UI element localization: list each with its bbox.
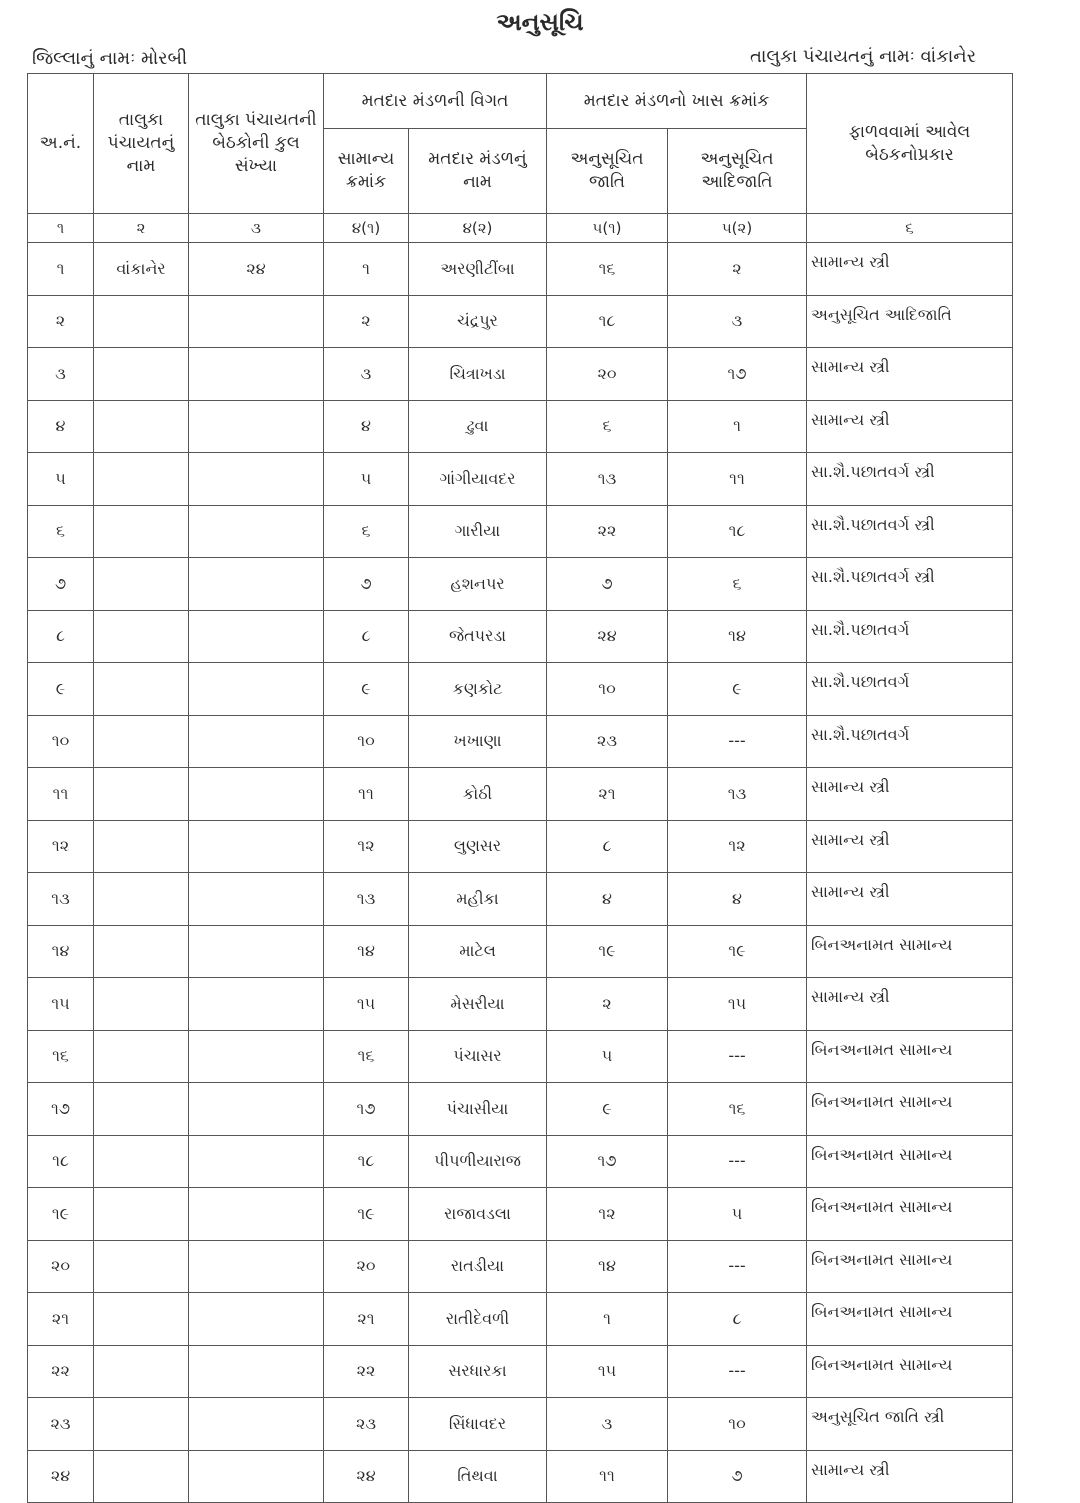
cell-sc-no: ૯	[547, 1083, 668, 1136]
table-row	[28, 1345, 1013, 1398]
index-cell: ૧	[28, 214, 94, 243]
cell-seat-type: સા.શૈ.પછાતવર્ગ સ્ત્રી	[807, 453, 1013, 506]
cell-general-no: ૧૨	[324, 820, 409, 873]
cell-taluka-name	[94, 1293, 189, 1346]
table-row	[28, 348, 1013, 401]
cell-sr: ૧૯	[28, 1188, 94, 1241]
index-cell: ૪(૨)	[409, 214, 547, 243]
cell-taluka-name	[94, 610, 189, 663]
index-cell: ૬	[807, 214, 1013, 243]
cell-sc-no: ૧૬	[547, 243, 668, 296]
cell-taluka-name	[94, 295, 189, 348]
cell-sc-no: ૧૫	[547, 1345, 668, 1398]
cell-seat-type: બિનઅનામત સામાન્ય	[807, 925, 1013, 978]
cell-st-no: ---	[668, 1030, 807, 1083]
cell-sc-no: ૧૮	[547, 295, 668, 348]
cell-sc-no: ૩	[547, 1398, 668, 1451]
table-row	[28, 243, 1013, 296]
cell-st-no: ૧૭	[668, 348, 807, 401]
table-row	[28, 715, 1013, 768]
table-row	[28, 1293, 1013, 1346]
cell-seat-type: સામાન્ય સ્ત્રી	[807, 768, 1013, 821]
cell-taluka-name	[94, 400, 189, 453]
cell-sr: ૬	[28, 505, 94, 558]
cell-sc-no: ૮	[547, 820, 668, 873]
cell-st-no: ૯	[668, 663, 807, 716]
table-row	[28, 1240, 1013, 1293]
cell-total-seats	[189, 610, 324, 663]
cell-constituency-name: લુણસર	[409, 820, 547, 873]
cell-general-no: ૨૧	[324, 1293, 409, 1346]
cell-general-no: ૯	[324, 663, 409, 716]
cell-constituency-name: મેસરીયા	[409, 978, 547, 1031]
cell-sr: ૧	[28, 243, 94, 296]
cell-total-seats	[189, 1293, 324, 1346]
cell-seat-type: સામાન્ય સ્ત્રી	[807, 820, 1013, 873]
cell-general-no: ૮	[324, 610, 409, 663]
cell-sr: ૪	[28, 400, 94, 453]
cell-seat-type: સામાન્ય સ્ત્રી	[807, 400, 1013, 453]
cell-constituency-name: માટેલ	[409, 925, 547, 978]
cell-sc-no: ૨૦	[547, 348, 668, 401]
cell-constituency-name: ખખાણા	[409, 715, 547, 768]
cell-sc-no: ૧૩	[547, 453, 668, 506]
cell-st-no: ૮	[668, 1293, 807, 1346]
table-row	[28, 1398, 1013, 1451]
cell-taluka-name	[94, 505, 189, 558]
cell-constituency-name: પીપળીયારાજ	[409, 1135, 547, 1188]
cell-total-seats	[189, 1450, 324, 1503]
cell-total-seats	[189, 663, 324, 716]
cell-seat-type: સામાન્ય સ્ત્રી	[807, 243, 1013, 296]
cell-seat-type: સામાન્ય સ્ત્રી	[807, 873, 1013, 926]
cell-seat-type: સા.શૈ.પછાતવર્ગ	[807, 715, 1013, 768]
index-cell: ૫(૧)	[547, 214, 668, 243]
cell-taluka-name	[94, 1188, 189, 1241]
cell-seat-type: બિનઅનામત સામાન્ય	[807, 1083, 1013, 1136]
cell-sc-no: ૧૪	[547, 1240, 668, 1293]
cell-total-seats	[189, 873, 324, 926]
cell-total-seats	[189, 978, 324, 1031]
cell-seat-type: બિનઅનામત સામાન્ય	[807, 1293, 1013, 1346]
cell-constituency-name: તિથવા	[409, 1450, 547, 1503]
cell-taluka-name	[94, 925, 189, 978]
cell-seat-type: અનુસૂચિત આદિજાતિ	[807, 295, 1013, 348]
cell-seat-type: સા.શૈ.પછાતવર્ગ	[807, 663, 1013, 716]
table-row	[28, 505, 1013, 558]
cell-constituency-name: ચંદ્રપુર	[409, 295, 547, 348]
table-row	[28, 978, 1013, 1031]
cell-st-no: ૪	[668, 873, 807, 926]
cell-sr: ૨૪	[28, 1450, 94, 1503]
cell-general-no: ૧૭	[324, 1083, 409, 1136]
header-special-group: મતદાર મંડળનો ખાસ ક્રમાંક	[547, 74, 807, 129]
cell-st-no: ૧૧	[668, 453, 807, 506]
cell-seat-type: સા.શૈ.પછાતવર્ગ	[807, 610, 1013, 663]
cell-general-no: ૧૬	[324, 1030, 409, 1083]
cell-constituency-name: જેતપરડા	[409, 610, 547, 663]
cell-general-no: ૧	[324, 243, 409, 296]
cell-sc-no: ૧	[547, 1293, 668, 1346]
cell-taluka-name	[94, 558, 189, 611]
document-title: અનુસૂચિ	[496, 8, 584, 36]
cell-constituency-name: કોઠી	[409, 768, 547, 821]
table-row	[28, 1083, 1013, 1136]
cell-st-no: ---	[668, 1240, 807, 1293]
cell-constituency-name: ગારીયા	[409, 505, 547, 558]
cell-total-seats	[189, 1398, 324, 1451]
cell-sc-no: ૧૯	[547, 925, 668, 978]
header-general-no: સામાન્ય ક્રમાંક	[324, 129, 409, 214]
cell-taluka-name	[94, 1240, 189, 1293]
cell-taluka-name	[94, 663, 189, 716]
cell-total-seats	[189, 768, 324, 821]
cell-constituency-name: ચિત્રાખડા	[409, 348, 547, 401]
table-row	[28, 400, 1013, 453]
cell-seat-type: બિનઅનામત સામાન્ય	[807, 1240, 1013, 1293]
cell-sc-no: ૪	[547, 873, 668, 926]
cell-sr: ૨૨	[28, 1345, 94, 1398]
cell-sc-no: ૨૩	[547, 715, 668, 768]
cell-taluka-name	[94, 1450, 189, 1503]
index-cell: ૪(૧)	[324, 214, 409, 243]
cell-sc-no: ૭	[547, 558, 668, 611]
cell-sr: ૧૪	[28, 925, 94, 978]
cell-st-no: ૧૦	[668, 1398, 807, 1451]
cell-constituency-name: પંચાસર	[409, 1030, 547, 1083]
cell-total-seats	[189, 715, 324, 768]
cell-total-seats	[189, 453, 324, 506]
cell-seat-type: સામાન્ય સ્ત્રી	[807, 1450, 1013, 1503]
header-taluka-name: તાલુકા પંચાયતનું નામ	[94, 74, 189, 214]
cell-taluka-name	[94, 348, 189, 401]
cell-sc-no: ૨	[547, 978, 668, 1031]
cell-total-seats: ૨૪	[189, 243, 324, 296]
cell-general-no: ૧૦	[324, 715, 409, 768]
cell-st-no: ૧૪	[668, 610, 807, 663]
cell-sr: ૨૩	[28, 1398, 94, 1451]
cell-st-no: ૫	[668, 1188, 807, 1241]
cell-seat-type: સામાન્ય સ્ત્રી	[807, 348, 1013, 401]
cell-general-no: ૨૦	[324, 1240, 409, 1293]
cell-constituency-name: ગાંગીયાવદર	[409, 453, 547, 506]
cell-general-no: ૨૪	[324, 1450, 409, 1503]
cell-total-seats	[189, 558, 324, 611]
header-total-seats: તાલુકા પંચાયતની બેઠકોની કુલ સંખ્યા	[189, 74, 324, 214]
table-row	[28, 295, 1013, 348]
cell-constituency-name: મહીકા	[409, 873, 547, 926]
cell-sc-no: ૫	[547, 1030, 668, 1083]
table-row	[28, 873, 1013, 926]
cell-st-no: ૨	[668, 243, 807, 296]
cell-sr: ૨૦	[28, 1240, 94, 1293]
cell-total-seats	[189, 1030, 324, 1083]
table-row	[28, 1450, 1013, 1503]
cell-taluka-name	[94, 1398, 189, 1451]
cell-taluka-name: વાંકાનેર	[94, 243, 189, 296]
cell-general-no: ૧૪	[324, 925, 409, 978]
cell-sc-no: ૬	[547, 400, 668, 453]
cell-constituency-name: રાજાવડલા	[409, 1188, 547, 1241]
header-constituency-name: મતદાર મંડળનું નામ	[409, 129, 547, 214]
cell-st-no: ૧૫	[668, 978, 807, 1031]
cell-general-no: ૨	[324, 295, 409, 348]
cell-total-seats	[189, 400, 324, 453]
cell-seat-type: બિનઅનામત સામાન્ય	[807, 1030, 1013, 1083]
cell-general-no: ૨૩	[324, 1398, 409, 1451]
cell-st-no: ---	[668, 1345, 807, 1398]
cell-constituency-name: રાતડીયા	[409, 1240, 547, 1293]
cell-sr: ૫	[28, 453, 94, 506]
cell-st-no: ૧૨	[668, 820, 807, 873]
cell-st-no: ---	[668, 715, 807, 768]
cell-seat-type: સા.શૈ.પછાતવર્ગ સ્ત્રી	[807, 558, 1013, 611]
cell-sr: ૧૮	[28, 1135, 94, 1188]
table-row	[28, 925, 1013, 978]
cell-general-no: ૧૯	[324, 1188, 409, 1241]
cell-total-seats	[189, 1135, 324, 1188]
index-cell: ૫(૨)	[668, 214, 807, 243]
cell-constituency-name: હશનપર	[409, 558, 547, 611]
cell-sr: ૧૭	[28, 1083, 94, 1136]
cell-sr: ૧૨	[28, 820, 94, 873]
cell-sc-no: ૨૪	[547, 610, 668, 663]
column-index-row	[28, 214, 1013, 243]
cell-general-no: ૩	[324, 348, 409, 401]
cell-st-no: ૧	[668, 400, 807, 453]
cell-sr: ૧૩	[28, 873, 94, 926]
cell-st-no: ૧૬	[668, 1083, 807, 1136]
cell-general-no: ૬	[324, 505, 409, 558]
cell-st-no: ૧૮	[668, 505, 807, 558]
cell-general-no: ૨૨	[324, 1345, 409, 1398]
cell-sr: ૨	[28, 295, 94, 348]
cell-seat-type: બિનઅનામત સામાન્ય	[807, 1188, 1013, 1241]
cell-sr: ૧૦	[28, 715, 94, 768]
cell-total-seats	[189, 925, 324, 978]
cell-sc-no: ૨૧	[547, 768, 668, 821]
cell-general-no: ૧૩	[324, 873, 409, 926]
table-row	[28, 1188, 1013, 1241]
cell-st-no: ૧૯	[668, 925, 807, 978]
cell-sr: ૩	[28, 348, 94, 401]
cell-seat-type: સામાન્ય સ્ત્રી	[807, 978, 1013, 1031]
cell-sc-no: ૧૭	[547, 1135, 668, 1188]
cell-sr: ૧૬	[28, 1030, 94, 1083]
cell-st-no: ૩	[668, 295, 807, 348]
cell-total-seats	[189, 348, 324, 401]
cell-st-no: ---	[668, 1135, 807, 1188]
cell-total-seats	[189, 1083, 324, 1136]
cell-seat-type: બિનઅનામત સામાન્ય	[807, 1345, 1013, 1398]
cell-constituency-name: સિંધાવદર	[409, 1398, 547, 1451]
header-sc: અનુસૂચિત જાતિ	[547, 129, 668, 214]
table-row	[28, 453, 1013, 506]
cell-seat-type: અનુસૂચિત જાતિ સ્ત્રી	[807, 1398, 1013, 1451]
cell-general-no: ૫	[324, 453, 409, 506]
cell-sc-no: ૨૨	[547, 505, 668, 558]
cell-taluka-name	[94, 453, 189, 506]
cell-taluka-name	[94, 978, 189, 1031]
cell-taluka-name	[94, 715, 189, 768]
cell-total-seats	[189, 505, 324, 558]
cell-sr: ૭	[28, 558, 94, 611]
cell-sc-no: ૧૨	[547, 1188, 668, 1241]
header-st: અનુસૂચિત આદિજાતિ	[668, 129, 807, 214]
cell-general-no: ૭	[324, 558, 409, 611]
cell-seat-type: બિનઅનામત સામાન્ય	[807, 1135, 1013, 1188]
index-cell: ૩	[189, 214, 324, 243]
cell-constituency-name: ઢુવા	[409, 400, 547, 453]
cell-taluka-name	[94, 768, 189, 821]
cell-constituency-name: સરધારકા	[409, 1345, 547, 1398]
cell-taluka-name	[94, 1135, 189, 1188]
index-cell: ૨	[94, 214, 189, 243]
cell-general-no: ૧૧	[324, 768, 409, 821]
cell-total-seats	[189, 1188, 324, 1241]
header-seat-type: ફાળવવામાં આવેલ બેઠકનોપ્રકાર	[807, 74, 1013, 214]
cell-general-no: ૧૫	[324, 978, 409, 1031]
table-row	[28, 610, 1013, 663]
cell-constituency-name: પંચાસીયા	[409, 1083, 547, 1136]
cell-general-no: ૪	[324, 400, 409, 453]
cell-sr: ૯	[28, 663, 94, 716]
cell-st-no: ૧૩	[668, 768, 807, 821]
header-constituency-group: મતદાર મંડળની વિગત	[324, 74, 547, 129]
table-row	[28, 820, 1013, 873]
cell-sc-no: ૧૦	[547, 663, 668, 716]
cell-total-seats	[189, 295, 324, 348]
table-row	[28, 768, 1013, 821]
cell-seat-type: સા.શૈ.પછાતવર્ગ સ્ત્રી	[807, 505, 1013, 558]
cell-sc-no: ૧૧	[547, 1450, 668, 1503]
table-row	[28, 558, 1013, 611]
cell-total-seats	[189, 1240, 324, 1293]
schedule-table	[27, 73, 1013, 1503]
cell-st-no: ૬	[668, 558, 807, 611]
table-row	[28, 663, 1013, 716]
cell-taluka-name	[94, 1345, 189, 1398]
cell-general-no: ૧૮	[324, 1135, 409, 1188]
cell-taluka-name	[94, 873, 189, 926]
cell-constituency-name: રાતીદેવળી	[409, 1293, 547, 1346]
cell-sr: ૧૫	[28, 978, 94, 1031]
cell-taluka-name	[94, 1030, 189, 1083]
cell-st-no: ૭	[668, 1450, 807, 1503]
cell-total-seats	[189, 1345, 324, 1398]
table-row	[28, 1135, 1013, 1188]
cell-sr: ૧૧	[28, 768, 94, 821]
cell-constituency-name: અરણીટીંબા	[409, 243, 547, 296]
cell-taluka-name	[94, 820, 189, 873]
district-name: જિલ્લાનું નામઃ મોરબી	[32, 48, 188, 69]
table-row	[28, 1030, 1013, 1083]
cell-sr: ૮	[28, 610, 94, 663]
cell-sr: ૨૧	[28, 1293, 94, 1346]
cell-total-seats	[189, 820, 324, 873]
header-sr: અ.નં.	[28, 74, 94, 214]
cell-taluka-name	[94, 1083, 189, 1136]
cell-constituency-name: કણકોટ	[409, 663, 547, 716]
taluka-panchayat-name: તાલુકા પંચાયતનું નામઃ વાંકાનેર	[750, 46, 976, 67]
